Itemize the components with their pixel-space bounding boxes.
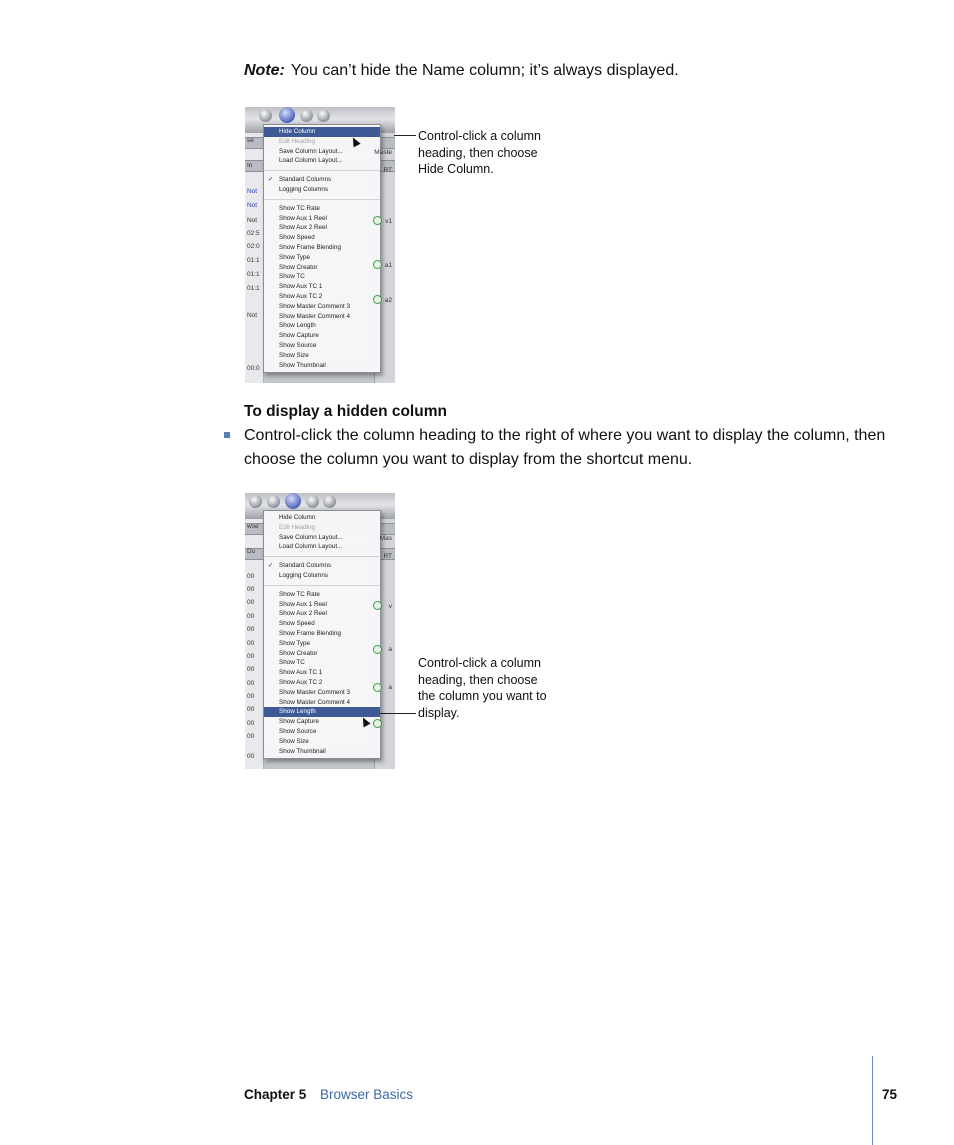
- menu-item-label: Show Aux TC 2: [279, 292, 323, 300]
- note-label: Note:: [244, 62, 285, 79]
- menu-item-edit-heading: [264, 523, 380, 533]
- name-cell: 00: [247, 720, 255, 727]
- menu-item-label: Logging Columns: [279, 185, 329, 193]
- name-cell: 00: [247, 573, 255, 580]
- menu-item-label: Standard Columns: [279, 176, 332, 184]
- menu-item-label: Show TC Rate: [279, 590, 320, 598]
- menu-item-label: Show Creator: [279, 649, 318, 657]
- name-cell: 00: [247, 693, 255, 700]
- name-cell: 02:0: [247, 243, 260, 250]
- menu-item-show-capture[interactable]: [264, 331, 380, 341]
- adjacent-cell: a1: [384, 262, 392, 269]
- menu-item-label: Save Column Layout...: [279, 147, 343, 155]
- name-cell: 01:1: [247, 271, 260, 278]
- menu-item-label: Show Source: [279, 341, 317, 349]
- adjacent-cell: a2: [384, 297, 392, 304]
- menu-separator: [264, 199, 380, 200]
- menu-item-label: Show Length: [279, 708, 316, 716]
- menu-item-label: Edit Heading: [279, 137, 316, 145]
- footer-chapter: Chapter 5: [244, 1087, 307, 1102]
- menu-item-show-size[interactable]: [264, 737, 380, 747]
- name-cell: Not: [247, 217, 258, 224]
- menu-item-label: Load Column Layout...: [279, 543, 343, 551]
- name-cell: 00: [247, 626, 255, 633]
- menu-item-show-tc-rate[interactable]: [264, 204, 380, 214]
- name-cell: In: [247, 162, 253, 169]
- toolbar-button-icon: [306, 495, 319, 508]
- menu-separator: [264, 585, 380, 586]
- menu-item-show-length[interactable]: [264, 321, 380, 331]
- menu-item-label: Show Size: [279, 737, 309, 745]
- adjacent-cell: RT: [383, 553, 392, 560]
- menu-item-show-master-comment-3[interactable]: [264, 302, 380, 312]
- callout-leader-line: [394, 135, 416, 136]
- menu-item-label: Show TC: [279, 659, 305, 667]
- name-cell: 00: [247, 733, 255, 740]
- menu-item-label: Show Master Comment 4: [279, 312, 351, 320]
- toolbar-button-icon: [259, 109, 272, 122]
- menu-item-label: Show Aux 2 Reel: [279, 610, 327, 618]
- menu-item-label: Show Frame Blending: [279, 629, 341, 637]
- name-cell: 00: [247, 586, 255, 593]
- section-heading: To display a hidden column: [244, 403, 447, 420]
- name-cell: 02:5: [247, 230, 260, 237]
- menu-item-label: Show Type: [279, 253, 311, 261]
- menu-item-label: Show Thumbnail: [279, 747, 326, 755]
- menu-item-label: Standard Columns: [279, 562, 332, 570]
- toolbar-button-icon: [300, 109, 313, 122]
- track-indicator-icon: [373, 719, 382, 728]
- menu-item-label: Show Creator: [279, 263, 318, 271]
- menu-item-label: Show Capture: [279, 718, 319, 726]
- menu-item-standard-columns[interactable]: [264, 175, 380, 185]
- checkmark-icon: ✓: [268, 176, 274, 184]
- menu-item-show-tc-rate[interactable]: [264, 590, 380, 600]
- menu-item-label: Show Thumbnail: [279, 361, 326, 369]
- menu-item-show-aux-tc-2[interactable]: [264, 678, 380, 688]
- menu-item-edit-heading: [264, 137, 380, 147]
- name-cell: 00: [247, 613, 255, 620]
- track-indicator-icon: [373, 260, 382, 269]
- toolbar-button-icon: [249, 495, 262, 508]
- menu-item-label: Hide Column: [279, 514, 316, 521]
- menu-item-label: Show Master Comment 3: [279, 688, 351, 696]
- menu-item-show-speed[interactable]: [264, 233, 380, 243]
- track-indicator-icon: [373, 216, 382, 225]
- bullet-instruction: Control-click the column heading to the right of where you want to display the column, then choose the column you want to display from the shortcut menu.: [244, 427, 886, 468]
- adjacent-cell: v: [388, 603, 392, 610]
- menu-item-show-type[interactable]: [264, 639, 380, 649]
- menu-item-label: Show Capture: [279, 332, 319, 340]
- menu-item-load-column-layout[interactable]: [264, 156, 380, 166]
- menu-item-show-frame-blending[interactable]: [264, 243, 380, 253]
- menu-item-label: Hide Column: [279, 128, 316, 135]
- menu-item-label: Show TC: [279, 273, 305, 281]
- menu-item-show-aux-tc-2[interactable]: [264, 292, 380, 302]
- menu-item-show-aux-1-reel[interactable]: [264, 600, 380, 610]
- name-cell: Du: [247, 548, 256, 555]
- name-cell: wse: [247, 523, 259, 530]
- menu-item-show-aux-2-reel[interactable]: [264, 609, 380, 619]
- adjacent-cell: RT: [383, 167, 392, 174]
- screenshot-show-column: [245, 493, 395, 769]
- menu-item-label: Show Frame Blending: [279, 243, 341, 251]
- menu-separator: [264, 170, 380, 171]
- menu-item-show-creator[interactable]: [264, 649, 380, 659]
- menu-item-label: Show TC Rate: [279, 204, 320, 212]
- shortcut-menu[interactable]: [263, 124, 381, 373]
- menu-item-label: Load Column Layout...: [279, 157, 343, 165]
- menu-item-show-source[interactable]: [264, 727, 380, 737]
- menu-item-show-speed[interactable]: [264, 619, 380, 629]
- menu-item-standard-columns[interactable]: [264, 561, 380, 571]
- screenshot-hide-column: [245, 107, 395, 383]
- menu-item-hide-column[interactable]: [264, 513, 380, 523]
- menu-item-logging-columns[interactable]: [264, 185, 380, 195]
- menu-item-label: Show Aux TC 1: [279, 283, 323, 291]
- adjacent-cell: Maste: [374, 149, 392, 156]
- name-cell: 01:1: [247, 257, 260, 264]
- name-cell: Not: [247, 188, 258, 195]
- menu-item-logging-columns[interactable]: [264, 571, 380, 581]
- menu-item-show-size[interactable]: [264, 351, 380, 361]
- toolbar-button-icon: [267, 495, 280, 508]
- checkmark-icon: ✓: [268, 562, 274, 570]
- menu-item-show-aux-2-reel[interactable]: [264, 223, 380, 233]
- name-cell: 00: [247, 680, 255, 687]
- menu-item-show-thumbnail[interactable]: [264, 361, 380, 371]
- menu-item-label: Show Aux TC 2: [279, 678, 323, 686]
- name-cell: 01:1: [247, 285, 260, 292]
- callout-leader-line: [380, 713, 416, 714]
- name-cell: 00: [247, 753, 255, 760]
- menu-item-label: Show Length: [279, 322, 316, 330]
- toolbar-button-icon: [285, 493, 301, 509]
- page-number: 75: [882, 1087, 898, 1102]
- adjacent-cell: v1: [385, 218, 392, 225]
- name-cell: 00: [247, 706, 255, 713]
- menu-item-load-column-layout[interactable]: [264, 542, 380, 552]
- menu-item-label: Show Size: [279, 351, 309, 359]
- menu-item-show-aux-tc-1[interactable]: [264, 668, 380, 678]
- menu-item-show-creator[interactable]: [264, 263, 380, 273]
- callout-hide-column: Control-click a column heading, then choose Hide Column.: [418, 129, 541, 176]
- menu-item-show-source[interactable]: [264, 341, 380, 351]
- menu-item-show-aux-tc-1[interactable]: [264, 282, 380, 292]
- menu-item-show-master-comment-4[interactable]: [264, 312, 380, 322]
- menu-item-label: Show Master Comment 4: [279, 698, 351, 706]
- name-cell: Not: [247, 202, 258, 209]
- menu-separator: [264, 556, 380, 557]
- menu-item-label: Show Aux TC 1: [279, 669, 323, 677]
- menu-item-label: Show Aux 2 Reel: [279, 224, 327, 232]
- menu-item-hide-column[interactable]: [264, 127, 380, 137]
- menu-item-show-tc[interactable]: [264, 658, 380, 668]
- name-cell: se: [247, 137, 254, 144]
- name-cell: 00:0: [247, 365, 260, 372]
- note-paragraph: [244, 62, 679, 80]
- menu-item-label: Show Aux 1 Reel: [279, 214, 327, 222]
- menu-item-show-thumbnail[interactable]: [264, 747, 380, 757]
- menu-item-label: Show Source: [279, 727, 317, 735]
- adjacent-cell: Mas: [379, 535, 392, 542]
- note-text: You can’t hide the Name column; it’s always displayed.: [290, 62, 679, 79]
- adjacent-cell: a: [388, 646, 392, 653]
- track-indicator-icon: [373, 645, 382, 654]
- name-cell: 00: [247, 653, 255, 660]
- menu-item-label: Show Aux 1 Reel: [279, 600, 327, 608]
- menu-item-show-tc[interactable]: [264, 272, 380, 282]
- footer-chapter-title: Browser Basics: [320, 1087, 414, 1102]
- toolbar-button-icon: [279, 107, 295, 123]
- track-indicator-icon: [373, 683, 382, 692]
- menu-item-save-column-layout[interactable]: [264, 147, 380, 157]
- menu-item-label: Show Speed: [279, 234, 315, 242]
- track-indicator-icon: [373, 295, 382, 304]
- track-indicator-icon: [373, 601, 382, 610]
- callout-show-column: Control-click a column heading, then choose the column you want to display.: [418, 656, 547, 720]
- adjacent-cell: a: [388, 684, 392, 691]
- menu-item-show-type[interactable]: [264, 253, 380, 263]
- footer-divider: [872, 1056, 873, 1145]
- menu-item-label: Show Master Comment 3: [279, 302, 351, 310]
- menu-item-show-aux-1-reel[interactable]: [264, 214, 380, 224]
- toolbar-button-icon: [323, 495, 336, 508]
- menu-item-save-column-layout[interactable]: [264, 533, 380, 543]
- name-cell: 00: [247, 599, 255, 606]
- toolbar-button-icon: [317, 109, 330, 122]
- menu-item-show-length[interactable]: [264, 707, 380, 717]
- name-cell: 00: [247, 640, 255, 647]
- menu-item-label: Save Column Layout...: [279, 533, 343, 541]
- bullet-square-icon: [224, 432, 230, 438]
- menu-item-show-master-comment-4[interactable]: [264, 698, 380, 708]
- menu-item-label: Logging Columns: [279, 571, 329, 579]
- menu-item-label: Show Speed: [279, 620, 315, 628]
- name-cell: Not: [247, 312, 258, 319]
- menu-item-show-frame-blending[interactable]: [264, 629, 380, 639]
- menu-item-label: Edit Heading: [279, 523, 316, 531]
- menu-item-label: Show Type: [279, 639, 311, 647]
- name-cell: 00: [247, 666, 255, 673]
- menu-item-show-master-comment-3[interactable]: [264, 688, 380, 698]
